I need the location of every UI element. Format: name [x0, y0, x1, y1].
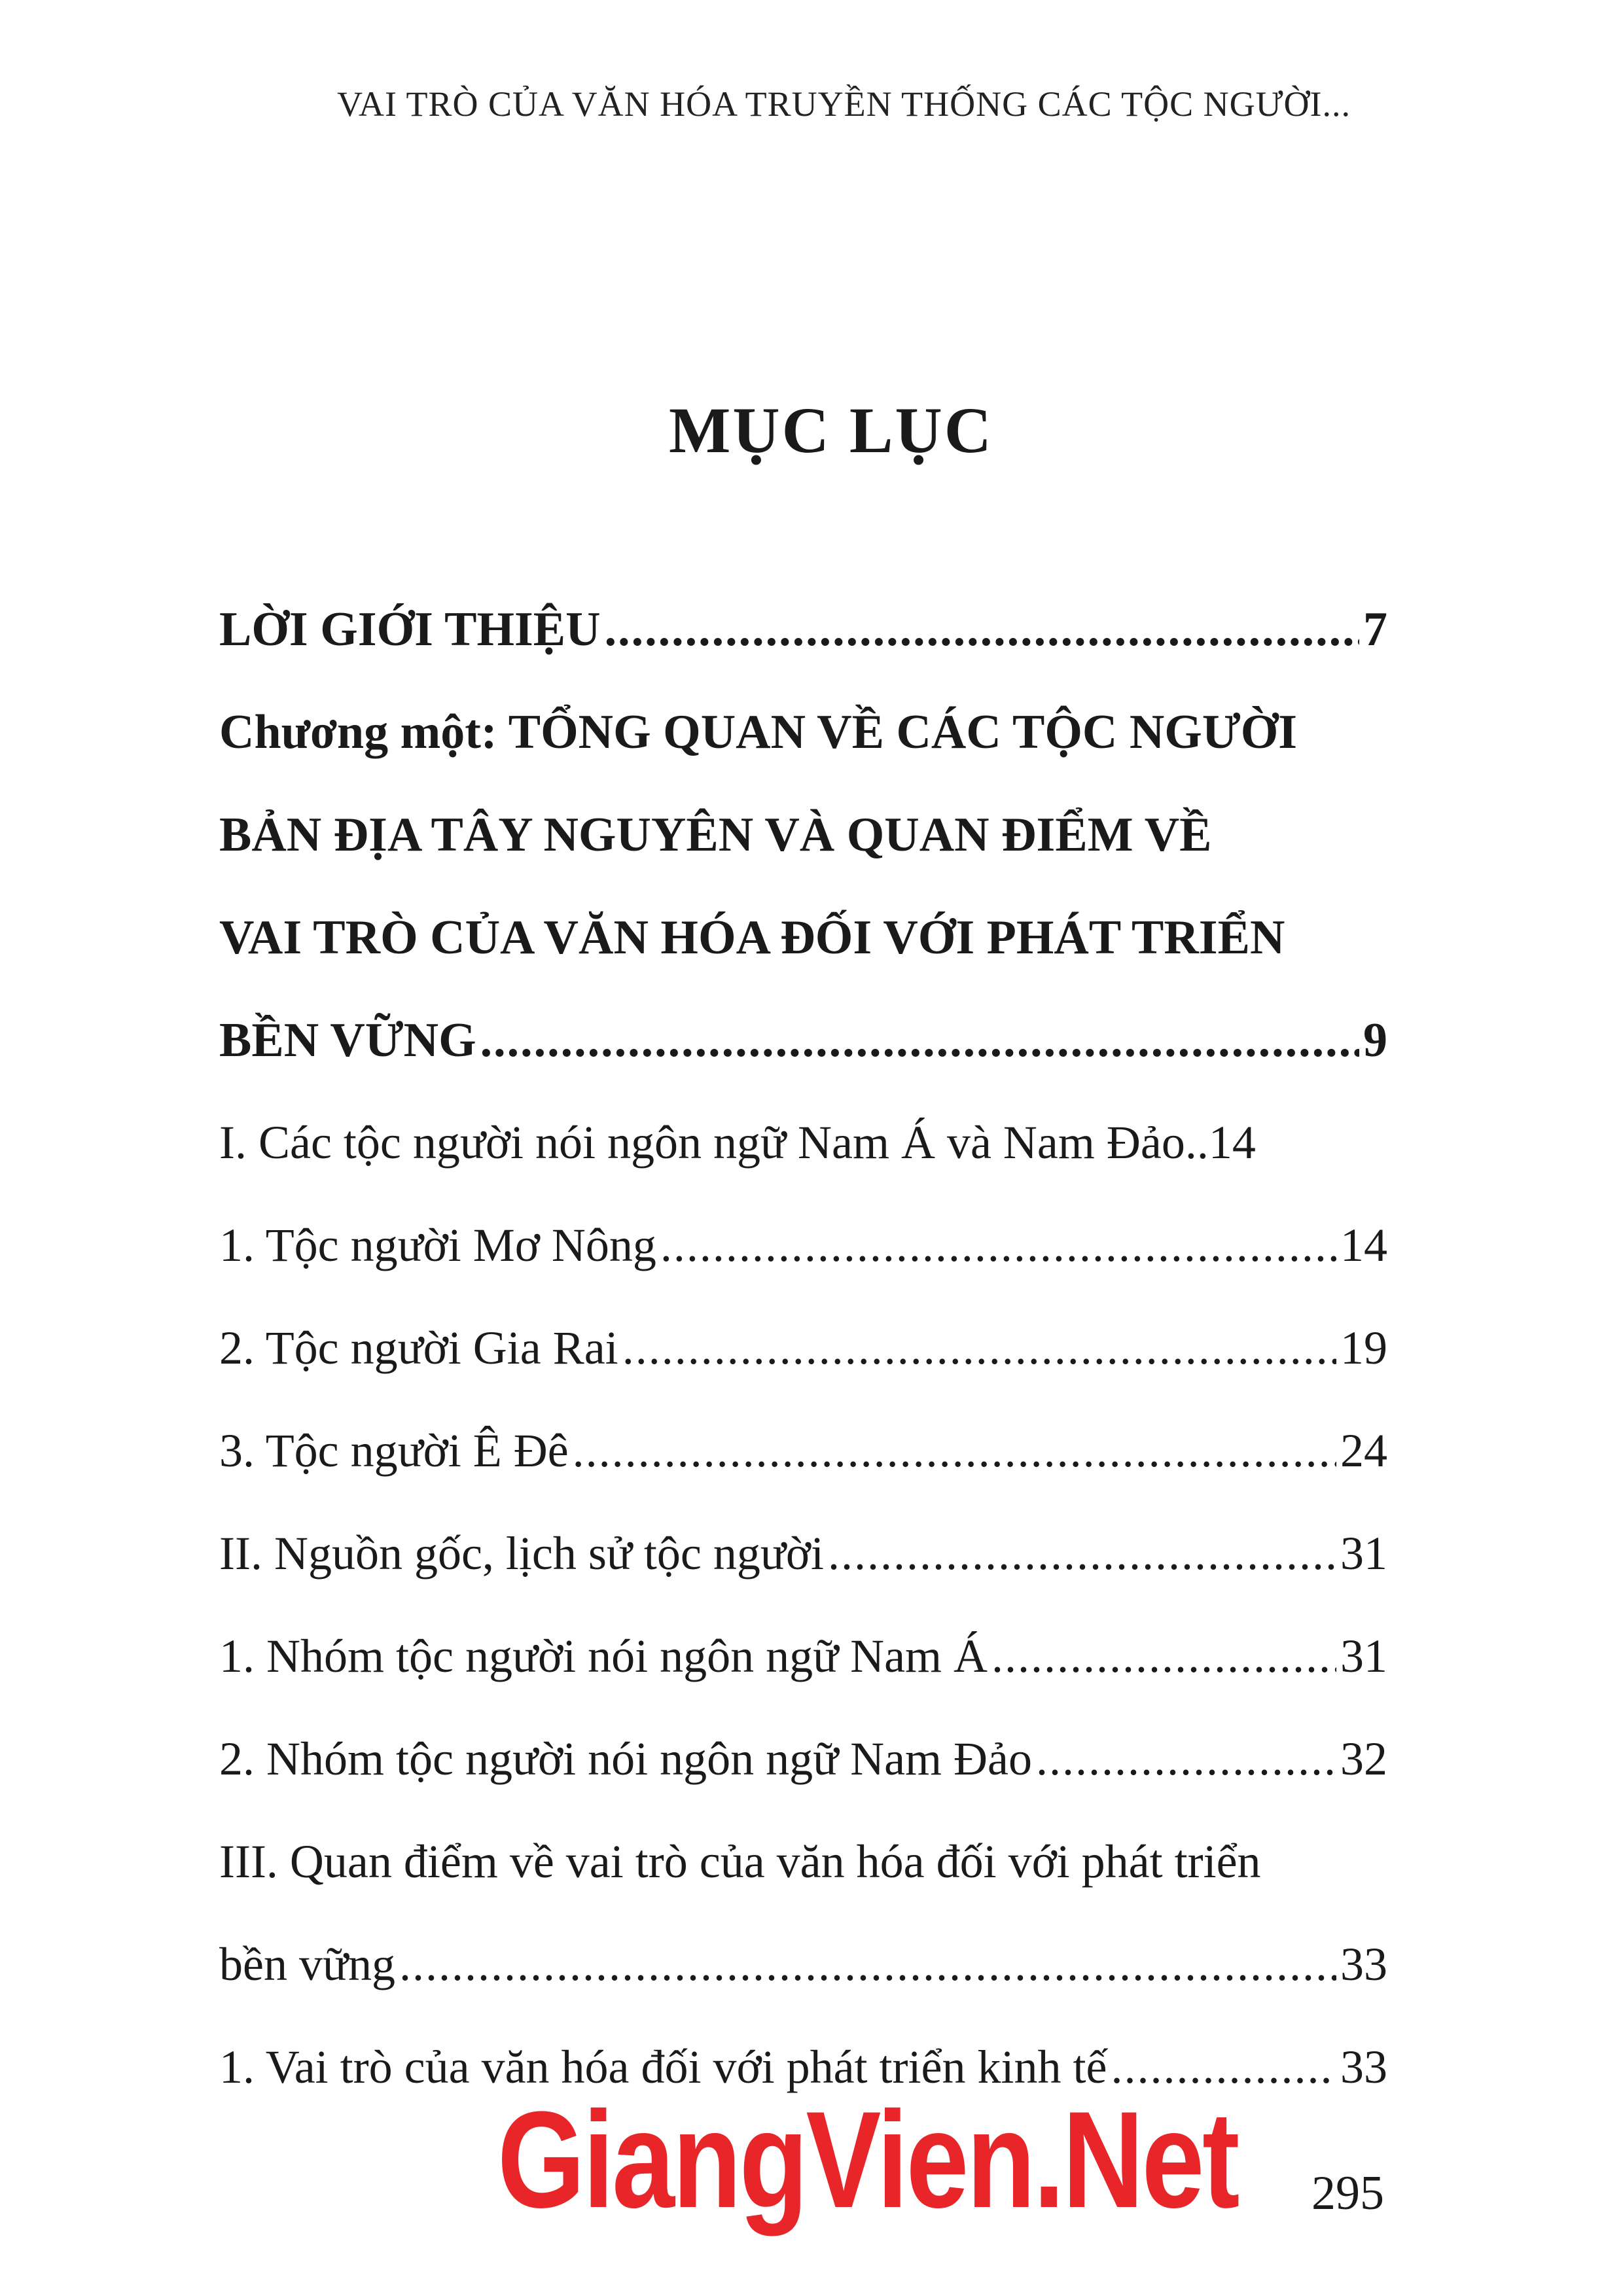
toc-entry[interactable] — [219, 1835, 1387, 1937]
toc-entry[interactable] — [219, 1937, 1387, 2040]
toc-entry-label: 1. Nhóm tộc người nói ngôn ngữ Nam Á — [219, 1630, 988, 1682]
toc-entry-label: LỜI GIỚI THIỆU — [219, 603, 601, 656]
toc-entry-label: 2. Nhóm tộc người nói ngôn ngữ Nam Đảo — [219, 1733, 1032, 1785]
toc-entry-label: VAI TRÒ CỦA VĂN HÓA ĐỐI VỚI PHÁT TRIỂN — [219, 911, 1285, 964]
dot-leader — [660, 1218, 1336, 1273]
toc-entry-page: 33 — [1340, 1938, 1387, 1990]
toc-entry[interactable] — [219, 1527, 1387, 1629]
toc-entry[interactable] — [219, 1116, 1387, 1218]
toc-entry[interactable] — [219, 602, 1387, 705]
toc-entry-label: BỀN VỮNG — [219, 1014, 476, 1067]
toc-entry-page: 19 — [1340, 1322, 1387, 1374]
toc-entry-page: 32 — [1340, 1733, 1387, 1785]
toc-entry-label: Chương một: TỔNG QUAN VỀ CÁC TỘC NGƯỜI — [219, 705, 1298, 759]
toc-entry-label: bền vững — [219, 1938, 395, 1990]
page-title: MỤC LỤC — [669, 394, 993, 467]
watermark-logo: GiangVien.Net — [497, 2083, 1238, 2236]
toc-entry[interactable] — [219, 1629, 1387, 1732]
toc-entry-label: 1. Vai trò của văn hóa đối với phát triển kinh tế — [219, 2041, 1107, 2093]
table-of-contents — [219, 602, 1387, 2143]
toc-entry-page: 31 — [1340, 1527, 1387, 1580]
dot-leader — [399, 1937, 1336, 1992]
toc-entry[interactable] — [219, 1732, 1387, 1835]
toc-entry[interactable] — [219, 1218, 1387, 1321]
toc-entry-label: BẢN ĐỊA TÂY NGUYÊN VÀ QUAN ĐIỂM VỀ — [219, 808, 1212, 862]
toc-entry-label: 2. Tộc người Gia Rai — [219, 1322, 618, 1374]
toc-entry-label: III. Quan điểm về vai trò của văn hóa đối với phát triển — [219, 1835, 1261, 1888]
toc-entry[interactable] — [219, 910, 1387, 1013]
dot-leader — [991, 1629, 1336, 1684]
toc-entry-page: 14 — [1208, 1116, 1256, 1169]
toc-entry[interactable] — [219, 807, 1387, 910]
toc-entry[interactable] — [219, 1013, 1387, 1116]
toc-entry[interactable] — [219, 705, 1387, 807]
dot-leader — [622, 1321, 1336, 1375]
dot-leader — [480, 1013, 1359, 1069]
toc-entry-label: II. Nguồn gốc, lịch sử tộc người — [219, 1527, 824, 1580]
toc-entry[interactable] — [219, 1321, 1387, 1424]
dot-leader — [605, 602, 1359, 658]
toc-entry[interactable] — [219, 1424, 1387, 1527]
toc-entry-label: I. Các tộc người nói ngôn ngữ Nam Á và Nam Đảo.. — [219, 1116, 1209, 1169]
toc-entry-page: 7 — [1363, 603, 1387, 656]
toc-entry-page: 33 — [1340, 2041, 1387, 2093]
toc-entry-page: 9 — [1363, 1014, 1387, 1067]
toc-entry-label: 1. Tộc người Mơ Nông — [219, 1219, 656, 1271]
page-number: 295 — [1311, 2166, 1384, 2220]
toc-entry-page: 24 — [1340, 1424, 1387, 1477]
toc-entry-page: 31 — [1340, 1630, 1387, 1682]
toc-entry-label: 3. Tộc người Ê Đê — [219, 1424, 569, 1477]
dot-leader — [1036, 1732, 1336, 1786]
dot-leader — [573, 1424, 1336, 1478]
running-header: VAI TRÒ CỦA VĂN HÓA TRUYỀN THỐNG CÁC TỘC NGƯỜI... — [337, 84, 1351, 124]
dot-leader — [828, 1527, 1336, 1581]
toc-entry-page: 14 — [1340, 1219, 1387, 1271]
